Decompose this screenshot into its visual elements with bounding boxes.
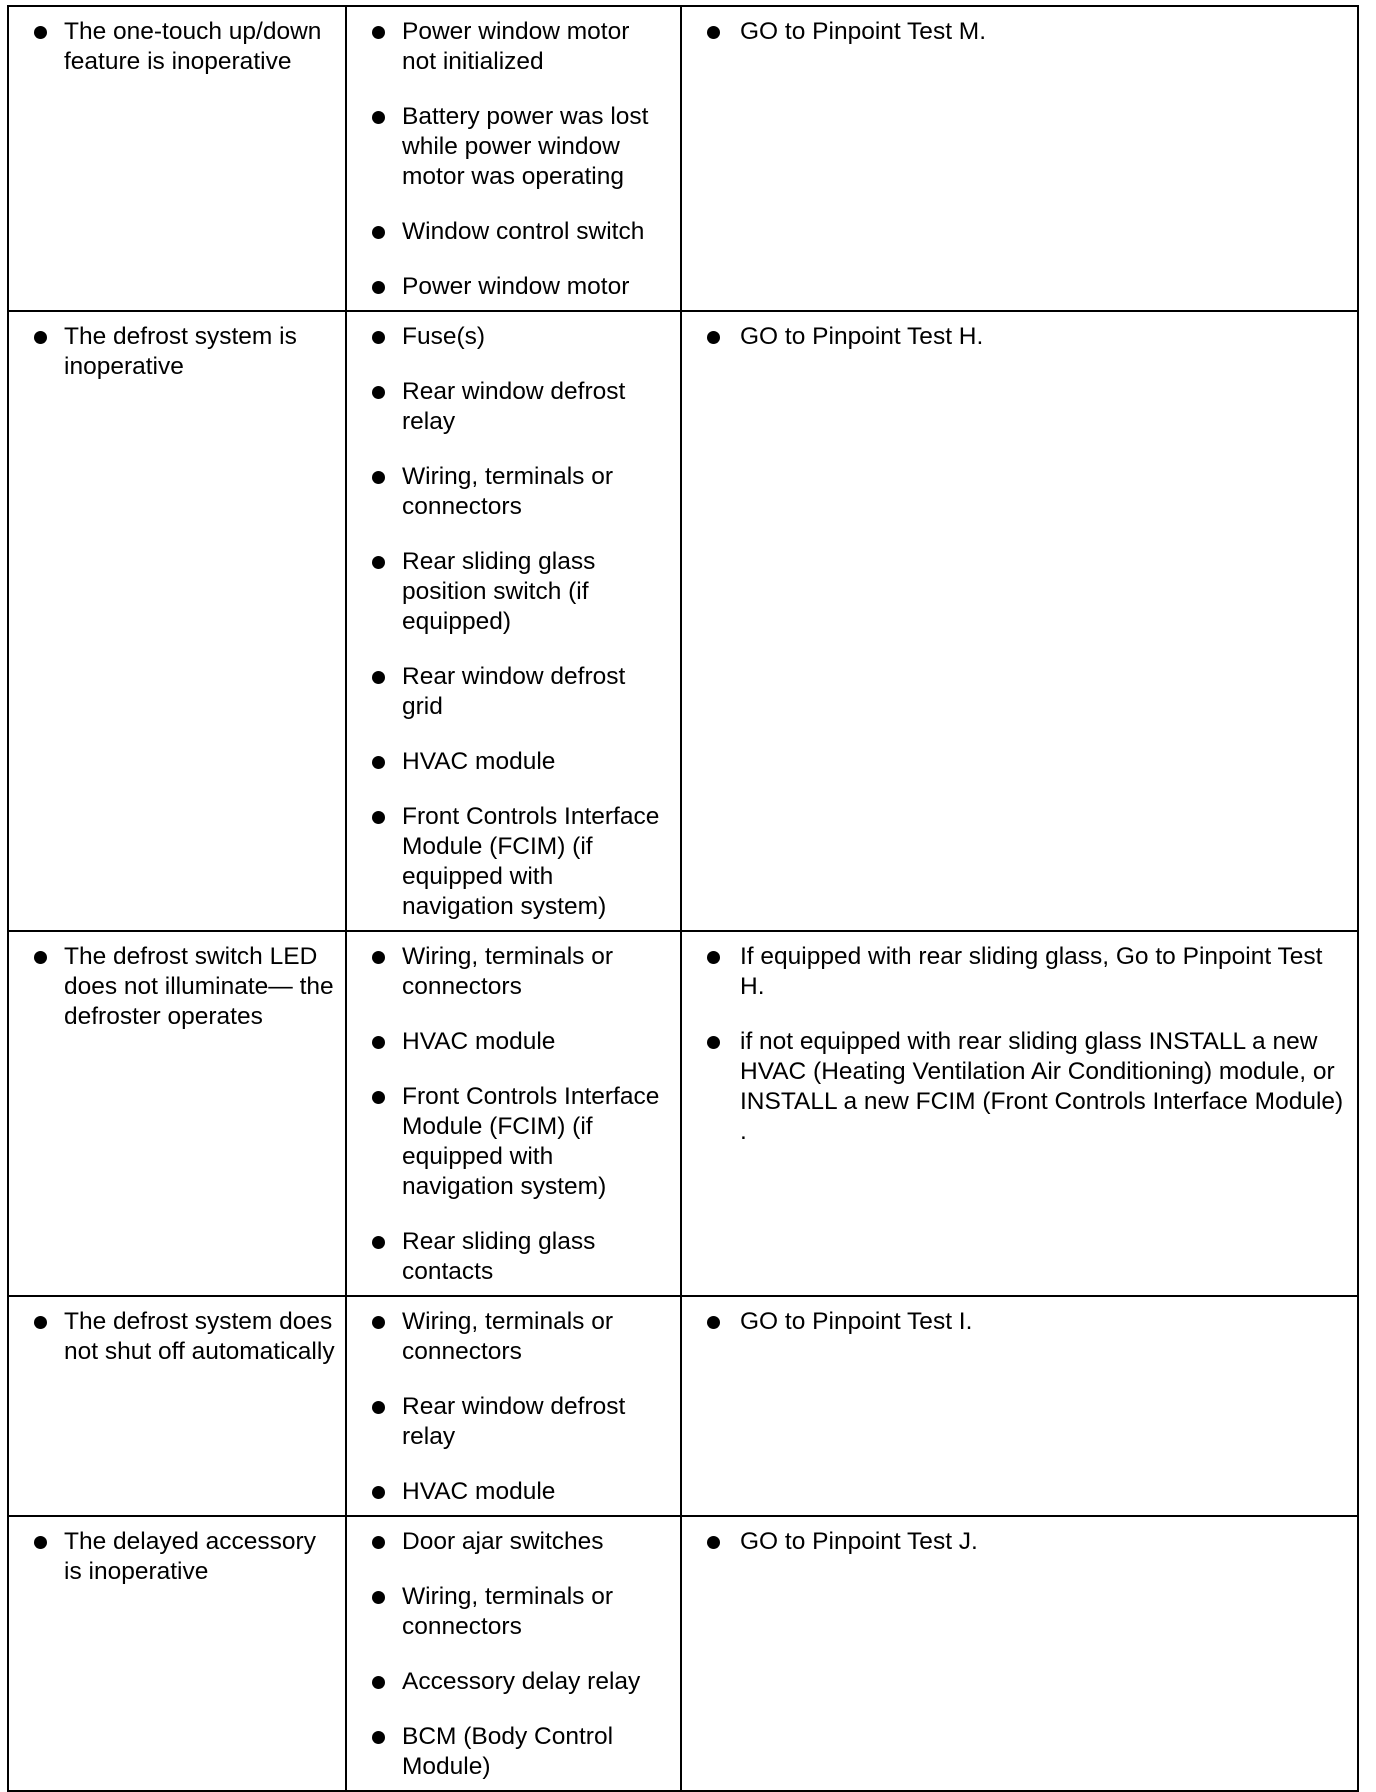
bullet-icon [372,1401,385,1414]
cause-text: HVAC module [402,748,556,775]
bullet-icon [372,1591,385,1604]
causes-cell [346,1516,681,1791]
symptom-cell [8,1516,346,1791]
bullet-icon [372,1036,385,1049]
list-item [357,1477,670,1507]
bullet-icon [707,1316,720,1329]
list-item [357,1667,670,1697]
cause-text: Power window motor not initialized [402,18,630,75]
action-cell [681,311,1358,931]
cause-text: Accessory delay relay [402,1668,641,1695]
bullet-icon [34,951,47,964]
list-item [357,1027,670,1057]
symptom-cell [8,931,346,1296]
causes-cell [346,311,681,931]
bullet-icon [372,951,385,964]
bullet-icon [372,226,385,239]
causes-cell [346,1296,681,1516]
bullet-icon [372,386,385,399]
list-item [357,217,670,247]
symptom-text: The one-touch up/down feature is inoperative [64,18,322,75]
list-item [692,942,1347,1002]
bullet-icon [34,1316,47,1329]
list-item [357,1722,670,1782]
action-cell [681,6,1358,311]
causes-cell [346,931,681,1296]
bullet-icon [34,26,47,39]
list-item [357,942,670,1002]
cause-text: Rear sliding glass contacts [402,1228,596,1285]
list-item [19,1307,335,1367]
action-text: GO to Pinpoint Test J. [740,1528,978,1555]
action-text: GO to Pinpoint Test H. [740,323,984,350]
bullet-icon [372,556,385,569]
list-item [357,1527,670,1557]
list-item [692,1307,1347,1337]
bullet-icon [372,26,385,39]
list-item [692,17,1347,47]
list-item [19,17,335,77]
cause-text: Door ajar switches [402,1528,604,1555]
bullet-icon [372,1731,385,1744]
list-item [357,17,670,77]
list-item [357,662,670,722]
bullet-icon [372,111,385,124]
list-item [692,1527,1347,1557]
cause-text: BCM (Body Control Module) [402,1723,614,1780]
cause-text: Fuse(s) [402,323,486,350]
cause-text: Window control switch [402,218,645,245]
symptom-cell [8,1296,346,1516]
list-item [357,1082,670,1202]
cause-text: Wiring, terminals or connectors [402,1308,614,1365]
list-item [357,747,670,777]
table-row [8,931,1358,1296]
cause-text: Wiring, terminals or connectors [402,1583,614,1640]
list-item [357,547,670,637]
cause-text: Rear window defrost relay [402,1393,626,1450]
table-row [8,311,1358,931]
action-cell [681,1296,1358,1516]
diagnosis-table [7,5,1359,1792]
list-item [357,802,670,922]
bullet-icon [372,1486,385,1499]
table-row [8,6,1358,311]
table-row [8,1296,1358,1516]
causes-cell [346,6,681,311]
bullet-icon [372,756,385,769]
bullet-icon [372,471,385,484]
bullet-icon [707,951,720,964]
action-text: If equipped with rear sliding glass, Go to Pinpoint Test H. [740,943,1323,1000]
bullet-icon [372,1676,385,1689]
cause-text: Wiring, terminals or connectors [402,463,614,520]
list-item [357,377,670,437]
symptom-cell [8,6,346,311]
bullet-icon [372,811,385,824]
list-item [19,322,335,382]
bullet-icon [372,671,385,684]
bullet-icon [707,1536,720,1549]
bullet-icon [372,281,385,294]
list-item [357,1392,670,1452]
list-item [19,1527,335,1587]
action-cell [681,1516,1358,1791]
list-item [357,1582,670,1642]
bullet-icon [707,26,720,39]
list-item [692,322,1347,352]
cause-text: HVAC module [402,1478,556,1505]
cause-text: Wiring, terminals or connectors [402,943,614,1000]
symptom-text: The delayed accessory is inoperative [64,1528,316,1585]
action-text: if not equipped with rear sliding glass INSTALL a new HVAC (Heating Ventilation Air Conditioning) module, or INSTALL a new FCIM (Front Controls Interface Module) . [740,1028,1344,1145]
bullet-icon [34,331,47,344]
cause-text: Rear window defrost relay [402,378,626,435]
cause-text: HVAC module [402,1028,556,1055]
list-item [692,1027,1347,1147]
list-item [357,272,670,302]
cause-text: Front Controls Interface Module (FCIM) (if equipped with navigation system) [402,803,660,920]
symptom-text: The defrost switch LED does not illuminate— the defroster operates [64,943,334,1030]
bullet-icon [707,1036,720,1049]
list-item [357,1227,670,1287]
cause-text: Battery power was lost while power window motor was operating [402,103,649,190]
bullet-icon [372,1091,385,1104]
cause-text: Front Controls Interface Module (FCIM) (if equipped with navigation system) [402,1083,660,1200]
symptom-cell [8,311,346,931]
list-item [357,1307,670,1367]
cause-text: Rear window defrost grid [402,663,626,720]
list-item [357,102,670,192]
bullet-icon [372,331,385,344]
action-cell [681,931,1358,1296]
bullet-icon [372,1536,385,1549]
bullet-icon [372,1236,385,1249]
list-item [357,322,670,352]
list-item [19,942,335,1032]
symptom-text: The defrost system does not shut off automatically [64,1308,335,1365]
cause-text: Rear sliding glass position switch (if equipped) [402,548,596,635]
bullet-icon [372,1316,385,1329]
action-text: GO to Pinpoint Test I. [740,1308,973,1335]
bullet-icon [34,1536,47,1549]
bullet-icon [707,331,720,344]
action-text: GO to Pinpoint Test M. [740,18,987,45]
table-row [8,1516,1358,1791]
list-item [357,462,670,522]
cause-text: Power window motor [402,273,630,300]
symptom-text: The defrost system is inoperative [64,323,297,380]
